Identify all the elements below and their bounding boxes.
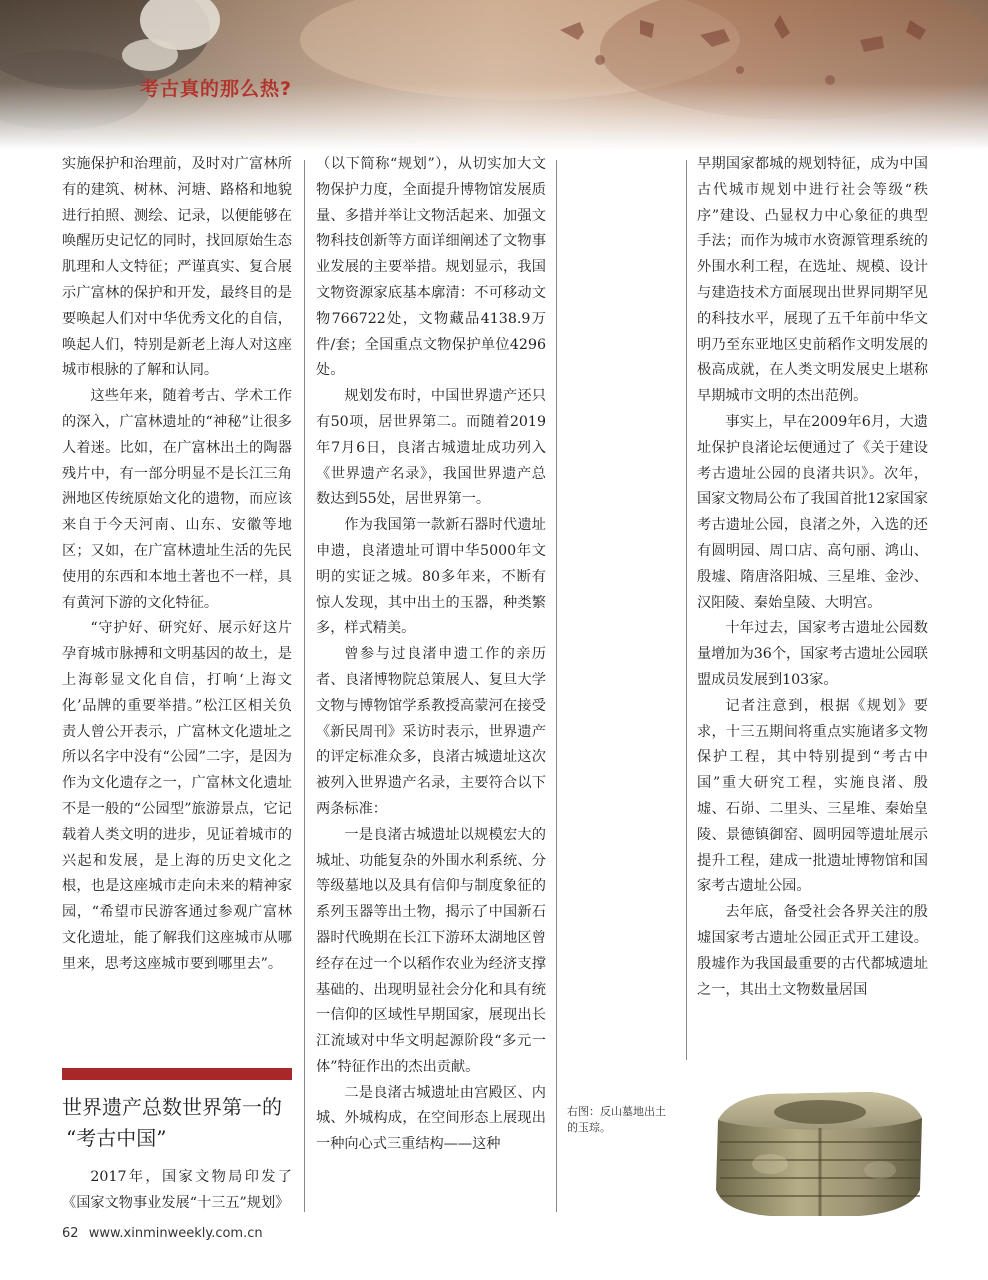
column-1-continued (62, 1165, 292, 1217)
paragraph: 作为我国第一款新石器时代遗址申遗，良渚遗址可谓中华5000年文明的实证之城。80多年来，不断有惊人发现，其中出土的玉器，种类繁多，样式精美。 (316, 517, 546, 637)
column-1 (62, 152, 292, 978)
column-2 (316, 152, 546, 1158)
paragraph: 一是良渚古城遗址以规模宏大的城址、功能复杂的外围水利系统、分等级墓地以及具有信仰与制度象征的系列玉器等出土物，揭示了中国新石器时代晚期在长江下游环太湖地区曾经存在过一个以稻作农业为经济支撑基础的、出现明显社会分化和具有统一信仰的区域性早期国家，展现出长江流域对中华文明起源阶段“多元一体”特征作出的杰出贡献。 (316, 826, 546, 1075)
section-heading-line: 世界遗产总数世界第一的 (62, 1095, 282, 1119)
section-accent-bar (62, 1068, 292, 1080)
photo-caption (567, 1104, 707, 1136)
paragraph: “守护好、研究好、展示好这片孕育城市脉搏和文明基因的故土，是上海彰显文化自信，打响‘上海文化’品牌的重要举措。”松江区相关负责人曾公开表示，广富林文化遗址之所以名字中没有“公园”二字，是因为作为文化遗存之一，广富林文化遗址不是一般的“公园型”旅游景点，它记载着人类文明的进步，见证着城市的兴起和发展，是上海的历史文化之根，也是这座城市走向未来的精神家园，“希望市民游客通过参观广富林文化遗址，能了解我们这座城市从哪里来，思考这座城市要到哪里去”。 (62, 620, 292, 972)
paragraph: 去年底，备受社会各界关注的殷墟国家考古遗址公园正式开工建设。殷墟作为我国最重要的古代都城遗址之一，其出土文物数量居国 (697, 904, 928, 998)
page-kicker: 考古真的那么热? (140, 78, 293, 100)
column-3 (697, 152, 928, 1003)
column-divider (304, 160, 305, 1212)
caption-line: 右图：反山墓地出土 (567, 1105, 666, 1118)
column-divider (686, 160, 687, 1060)
paragraph: 事实上，早在2009年6月，大遗址保护良渚论坛便通过了《关于建设考古遗址公园的良渚共识》。次年，国家文物局公布了我国首批12家国家考古遗址公园，良渚之外，入选的还有圆明园、周口店、高句丽、鸿山、殷墟、隋唐洛阳城、三星堆、金沙、汉阳陵、秦始皇陵、大明宫。 (697, 413, 928, 611)
paragraph: 实施保护和治理前，及时对广富林所有的建筑、树林、河塘、路格和地貌进行拍照、测绘、记录，以便能够在唤醒历史记忆的同时，找回原始生态肌理和人文特征；严谨真实、复合展示广富林的保护和开发，最终目的是要唤起人们对中华优秀文化的自信，唤起人们，特别是新老上海人对这座城市根脉的了解和认同。 (62, 156, 292, 379)
website-url: www.xinminweekly.com.cn (88, 1226, 263, 1241)
paragraph: （以下简称“规划”），从切实加大文物保护力度，全面提升博物馆发展质量、多措并举让文物活起来、加强文物科技创新等方面详细阐述了文物事业发展的主要举措。规划显示，我国文物资源家底基本廓清：不可移动文物766722处，文物藏品4138.9万件/套；全国重点文物保护单位4296处。 (316, 156, 546, 379)
paragraph: 二是良渚古城遗址由宫殿区、内城、外城构成，在空间形态上展现出一种向心式三重结构——这种 (316, 1084, 546, 1153)
page-footer (62, 1226, 263, 1241)
jade-cong-icon (700, 1080, 932, 1220)
paragraph: 十年过去，国家考古遗址公园数量增加为36个，国家考古遗址公园联盟成员发展到103家。 (697, 620, 928, 688)
paragraph: 记者注意到，根据《规划》要求，十三五期间将重点实施诸多文物保护工程，其中特别提到“考古中国”重大研究工程，实施良渚、殷墟、石峁、二里头、三星堆、秦始皇陵、景德镇御窑、圆明园等遗址展示提升工程，建成一批遗址博物馆和国家考古遗址公园。 (697, 697, 928, 895)
paragraph: 规划发布时，中国世界遗产还只有50项，居世界第二。而随着2019年7月6日，良渚古城遗址成功列入《世界遗产名录》，我国世界遗产总数达到55处，居世界第一。 (316, 388, 546, 508)
section-heading (62, 1092, 302, 1154)
paragraph: 早期国家都城的规划特征，成为中国古代城市规划中进行社会等级“秩序”建设、凸显权力中心象征的典型手法；而作为城市水资源管理系统的外围水利工程，在选址、规模、设计与建造技术方面展现出世界同期罕见的科技水平，展现了五千年前中华文明乃至东亚地区史前稻作文明发展的极高成就，在人类文明发展史上堪称早期城市文明的杰出范例。 (697, 156, 928, 405)
column-divider (556, 160, 557, 1212)
page-number: 62 (62, 1226, 79, 1241)
caption-line: 的玉琮。 (567, 1121, 611, 1134)
paragraph: 曾参与过良渚申遗工作的亲历者、良渚博物院总策展人、复旦大学文物与博物馆学系教授高蒙河在接受《新民周刊》采访时表示，世界遗产的评定标准众多，良渚古城遗址这次被列入世界遗产名录，主要符合以下两条标准： (316, 646, 546, 817)
section-heading-line: “考古中国” (66, 1126, 167, 1150)
paragraph: 2017年，国家文物局印发了《国家文物事业发展“十三五”规划》 (62, 1169, 292, 1211)
paragraph: 这些年来，随着考古、学术工作的深入，广富林遗址的“神秘”让很多人着迷。比如，在广富林出土的陶器残片中，有一部分明显不是长江三角洲地区传统原始文化的遗物，而应该来自于今天河南、山东、安徽等地区；又如，在广富林遗址生活的先民使用的东西和本地土著也不一样，具有黄河下游的文化特征。 (62, 388, 292, 611)
jade-cong-photo (700, 1080, 932, 1220)
